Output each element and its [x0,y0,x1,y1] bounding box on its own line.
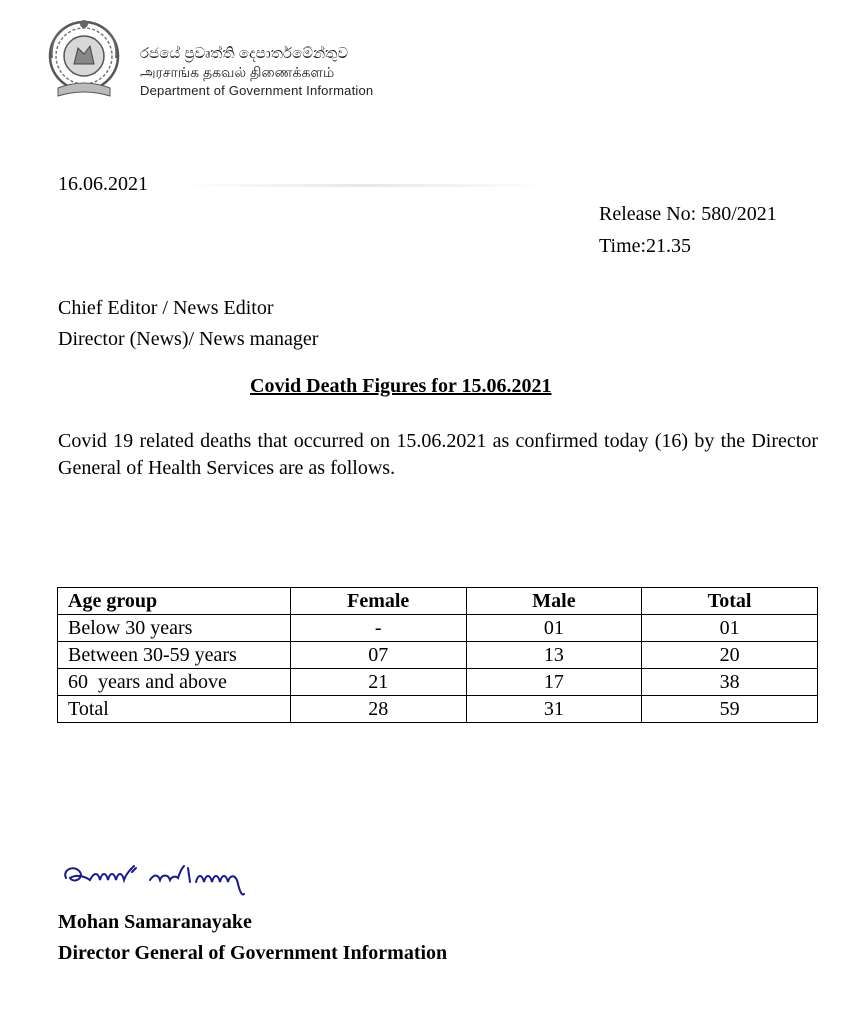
male-cell: 17 [466,669,642,696]
female-cell: 28 [290,696,466,723]
total-cell: 59 [642,696,818,723]
age-group-cell: 60 years and above [58,669,291,696]
recipient-line: Chief Editor / News Editor [58,297,274,319]
release-time: Time:21.35 [599,235,692,257]
column-header-total: Total [642,588,818,615]
column-header-male: Male [466,588,642,615]
letterhead [44,18,444,108]
table-row [58,642,818,669]
female-cell: 21 [290,669,466,696]
table-row [58,669,818,696]
male-cell: 01 [466,615,642,642]
department-name-block [140,44,373,100]
female-cell: 07 [290,642,466,669]
deaths-table [57,587,818,723]
signatory-name: Mohan Samaranayake [58,911,252,933]
table-header-row [58,588,818,615]
male-cell: 13 [466,642,642,669]
table-row [58,615,818,642]
column-header-age-group: Age group [58,588,291,615]
signatory-title: Director General of Government Information [58,942,448,964]
department-name-tamil: அரசாங்க தகவல் திணைக்களம் [140,64,335,80]
total-cell: 38 [642,669,818,696]
scan-artifact [180,184,550,187]
release-number: Release No: 580/2021 [599,203,777,225]
age-group-cell: Total [58,696,291,723]
department-name-sinhala: රජයේ ප්‍රවෘත්ති දෙපාර්තමේන්තුව [140,45,349,62]
government-emblem-icon [44,18,124,100]
total-cell: 01 [642,615,818,642]
release-date: 16.06.2021 [58,173,148,195]
table-total-row [58,696,818,723]
total-cell: 20 [642,642,818,669]
recipient-line: Director (News)/ News manager [58,328,319,350]
body-paragraph: Covid 19 related deaths that occurred on 15.06.2021 as confirmed today (16) by the Director General of Health Services are as follows. [58,430,818,479]
male-cell: 31 [466,696,642,723]
female-cell: - [290,615,466,642]
age-group-cell: Between 30-59 years [58,642,291,669]
age-group-cell: Below 30 years [58,615,291,642]
document-title: Covid Death Figures for 15.06.2021 [250,375,552,397]
handwritten-signature [60,856,290,898]
column-header-female: Female [290,588,466,615]
department-name-english: Department of Government Information [140,83,374,98]
